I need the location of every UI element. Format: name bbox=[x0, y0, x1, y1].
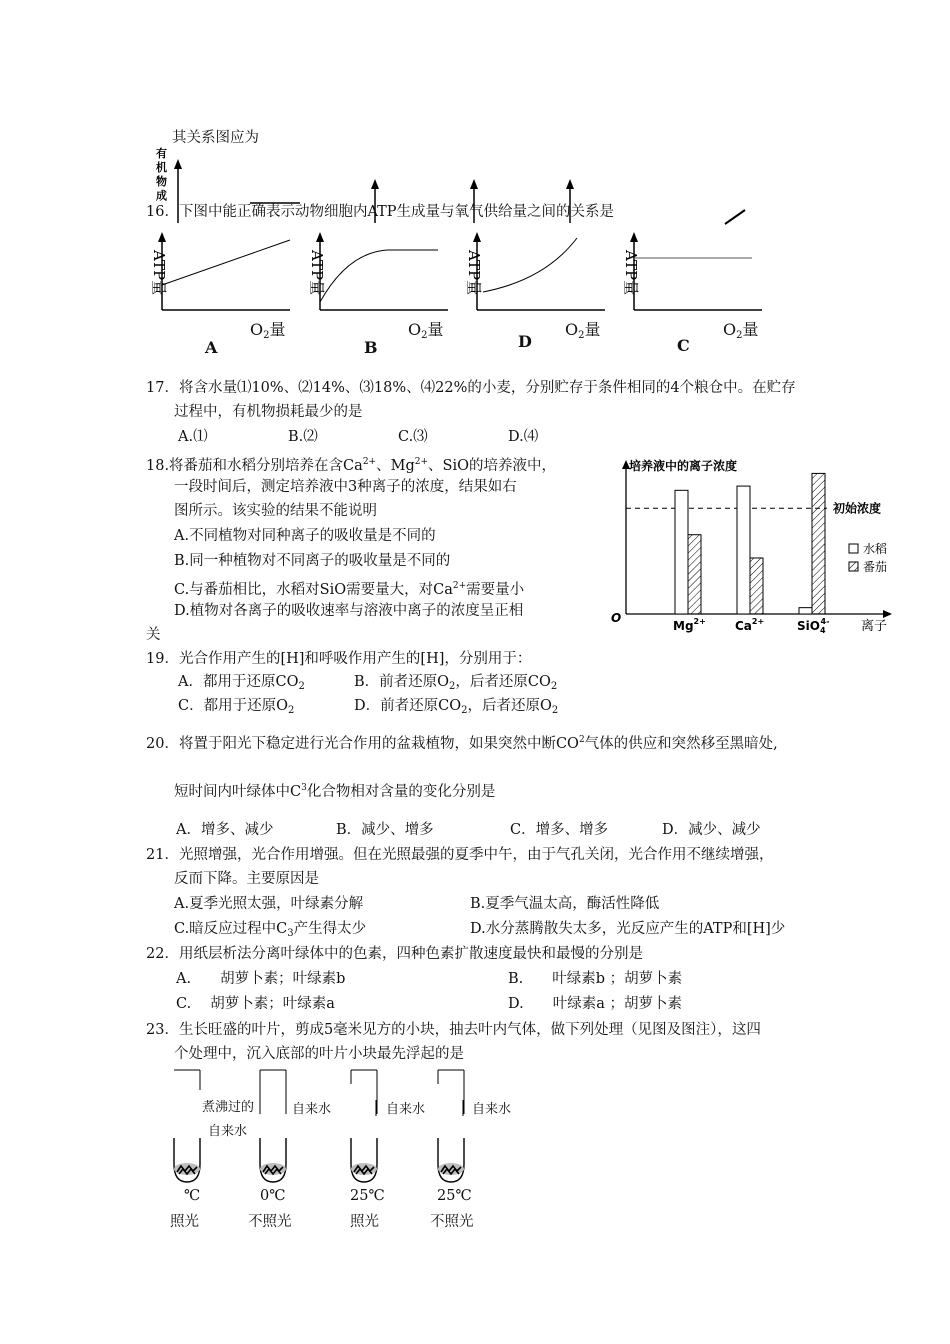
tube-2-temp: 0℃ bbox=[260, 1188, 286, 1204]
tube-4 bbox=[438, 1070, 464, 1182]
q15-tail: 其关系图应为 bbox=[172, 130, 259, 146]
q22-option-d: D. 叶绿素a ；胡萝卜素 bbox=[508, 996, 682, 1012]
q20-option-d: D．减少、减少 bbox=[662, 822, 761, 838]
tube-1-light: 照光 bbox=[170, 1214, 199, 1230]
svg-text:成: 成 bbox=[156, 189, 167, 202]
tube-1-liquid-2: 自来水 bbox=[208, 1124, 248, 1139]
q19-stem: 19．光合作用产生的[H]和呼吸作用产生的[H]，分别用于： bbox=[146, 651, 532, 667]
graph-letter-b: B bbox=[364, 338, 378, 357]
legend-swatch-tomato bbox=[849, 562, 858, 571]
q20-line1: 20．将置于阳光下稳定进行光合作用的盆栽植物，如果突然中断$CO^2$气体的供应和突然移至黑暗处, bbox=[146, 735, 778, 752]
tube-3-temp: 25℃ bbox=[350, 1188, 385, 1204]
q18-line1: 18.将番茄和水稻分别培养在含$Ca^{2+}$、$Mg^{2+}$、SiO的培养液中， bbox=[146, 457, 556, 474]
bar-rice-1 bbox=[737, 486, 750, 614]
tube-2 bbox=[260, 1070, 286, 1182]
initial-concentration-label: 初始浓度 bbox=[833, 501, 882, 516]
q18-option-d-wrap: 关 bbox=[146, 627, 161, 643]
q23-line2: 个处理中，沉入底部的叶片小块最先浮起的是 bbox=[174, 1046, 464, 1062]
origin-label: O bbox=[611, 611, 622, 625]
q23-line1: 23．生长旺盛的叶片，剪成5毫米见方的小块，抽去叶内气体，做下列处理（见图及图注），这四 bbox=[146, 1022, 761, 1038]
svg-text:有: 有 bbox=[156, 147, 167, 160]
tube-4-liquid: 自来水 bbox=[472, 1102, 512, 1117]
tube-2-liquid: 自来水 bbox=[292, 1102, 332, 1117]
q20-option-c: C．增多、增多 bbox=[510, 822, 609, 838]
x-label-b: $O_2$量 bbox=[408, 320, 444, 341]
tube-4-light: 不照光 bbox=[430, 1214, 474, 1230]
q21-option-c: C.暗反应过程中$C_3$产生得太少 bbox=[174, 921, 367, 939]
q18-line2: 一段时间后，测定培养液中3种离子的浓度，结果如右 bbox=[174, 479, 517, 495]
q19-option-a: A．都用于还原$CO_2$ bbox=[178, 674, 305, 692]
tube-4-temp: 25℃ bbox=[437, 1188, 472, 1204]
svg-text:机: 机 bbox=[156, 161, 167, 174]
q22-option-c: C. 胡萝卜素；叶绿素a bbox=[176, 996, 335, 1012]
y-axis-label: ATP量 bbox=[308, 250, 326, 296]
q17-option-d: D.⑷ bbox=[508, 429, 539, 445]
bar-tomato-1 bbox=[750, 558, 763, 614]
q20-option-a: A．增多、减少 bbox=[176, 822, 274, 838]
tube-1 bbox=[174, 1070, 200, 1182]
chart-title: 培养液中的离子浓度 bbox=[629, 459, 738, 473]
q19-option-b: B．前者还原$O_2$，后者还原$CO_2$ bbox=[354, 674, 558, 692]
q21-option-b: B.夏季气温太高，酶活性降低 bbox=[470, 896, 660, 912]
x-label-a: $O_2$量 bbox=[250, 320, 286, 341]
y-axis-label: ATP量 bbox=[150, 250, 168, 296]
q17-option-a: A.⑴ bbox=[178, 429, 208, 445]
q18-option-d: D.植物对各离子的吸收速率与溶液中离子的浓度呈正相 bbox=[174, 603, 524, 619]
q22-stem: 22．用纸层析法分离叶绿体中的色素，四种色素扩散速度最快和最慢的分别是 bbox=[146, 946, 643, 962]
q18-option-b: B.同一种植物对不同离子的吸收量是不同的 bbox=[174, 553, 451, 569]
q18-option-c: C.与番茄相比，水稻对SiO需要量大，对$Ca^{2+}$需要量小 bbox=[174, 581, 525, 598]
legend-label-tomato: 番茄 bbox=[863, 560, 888, 574]
q19-option-c: C．都用于还原$O_2$ bbox=[178, 698, 295, 716]
bar-rice-2 bbox=[799, 608, 812, 614]
q19-option-d: D．前者还原$CO_2$，后者还原$O_2$ bbox=[354, 698, 559, 716]
q17-line1: 17．将含水量⑴10%、⑵14%、⑶18%、⑷22%的小麦，分别贮存于条件相同的4个粮仓中。在贮存 bbox=[146, 380, 796, 396]
q22-option-b: B. 叶绿素b ；胡萝卜素 bbox=[508, 971, 683, 987]
category-label-2: SiO$_4$4- bbox=[797, 617, 830, 635]
q21-option-a: A.夏季光照太强，叶绿素分解 bbox=[174, 896, 364, 912]
q17-option-c: C.⑶ bbox=[398, 429, 428, 445]
q21-option-d: D.水分蒸腾散失太多，光反应产生的ATP和[H]少 bbox=[470, 921, 786, 937]
legend-swatch-rice bbox=[849, 544, 858, 553]
x-label-c: $O_2$量 bbox=[723, 320, 759, 341]
q17-line2: 过程中，有机物损耗最少的是 bbox=[174, 404, 363, 420]
svg-text:物: 物 bbox=[156, 175, 167, 188]
tube-3-light: 照光 bbox=[350, 1214, 379, 1230]
q21-line2: 反而下降。主要原因是 bbox=[174, 871, 319, 887]
graph-letter-c: C bbox=[677, 336, 690, 355]
tube-3 bbox=[351, 1070, 377, 1182]
legend-label-rice: 水稻 bbox=[863, 542, 888, 556]
x-label-d: $O_2$量 bbox=[565, 320, 601, 341]
tube-1-temp: ℃ bbox=[184, 1188, 201, 1204]
tube-3-liquid: 自来水 bbox=[386, 1102, 426, 1117]
q18-line3: 图所示。该实验的结果不能说明 bbox=[174, 503, 377, 519]
tube-2-light: 不照光 bbox=[248, 1214, 292, 1230]
category-label-1: $Ca^{2+}$ bbox=[735, 617, 765, 633]
y-axis-label: ATP量 bbox=[465, 250, 483, 296]
q18-option-a: A.不同植物对同种离子的吸收量是不同的 bbox=[174, 528, 436, 544]
category-label-0: $Mg^{2+}$ bbox=[673, 617, 706, 633]
q20-option-b: B．减少、增多 bbox=[336, 822, 434, 838]
q22-option-a: A. 胡萝卜素；叶绿素b bbox=[176, 971, 346, 987]
q17-option-b: B.⑵ bbox=[288, 429, 318, 445]
q16-stem: 16．下图中能正确表示动物细胞内ATP生成量与氧气供给量之间的关系是 bbox=[146, 204, 615, 220]
q21-line1: 21．光照增强，光合作用增强。但在光照最强的夏季中午，由于气孔关闭，光合作用不继续增强， bbox=[146, 847, 774, 863]
x-axis-label: 离子 bbox=[861, 619, 888, 634]
tube-1-liquid: 煮沸过的 bbox=[202, 1100, 255, 1115]
bar-rice-0 bbox=[675, 490, 688, 614]
q20-line2: 短时间内叶绿体中$C^3$化合物相对含量的变化分别是 bbox=[174, 783, 496, 800]
graph-letter-d: D bbox=[518, 332, 532, 351]
graph-letter-a: A bbox=[205, 338, 218, 357]
bar-tomato-0 bbox=[688, 535, 701, 614]
y-axis-label: ATP量 bbox=[622, 250, 640, 296]
bar-tomato-2 bbox=[812, 473, 825, 614]
ion-concentration-chart bbox=[605, 452, 905, 637]
